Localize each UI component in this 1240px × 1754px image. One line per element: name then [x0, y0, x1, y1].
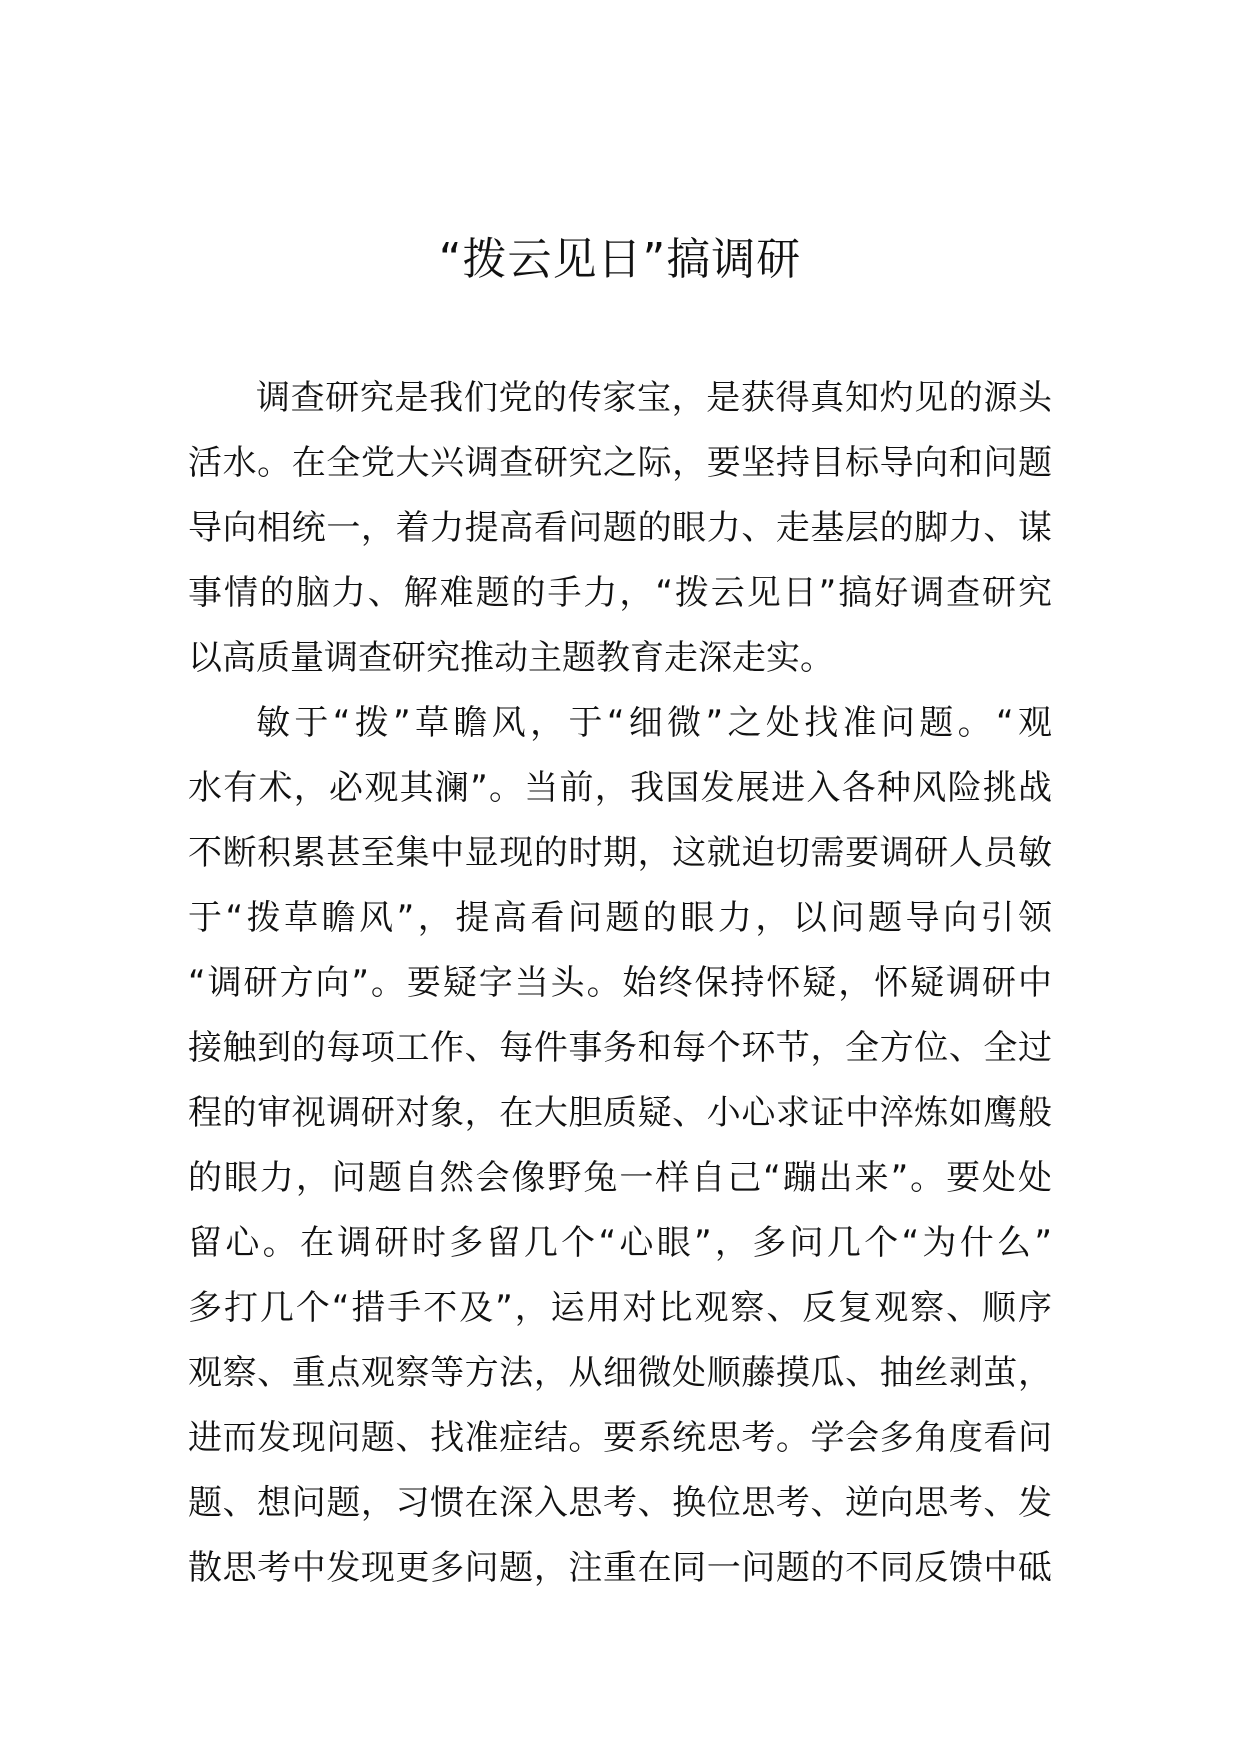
- paragraph-line: 水有术，必观其澜”。当前，我国发展进入各种风险挑战: [188, 768, 1052, 808]
- document-body: [188, 366, 1052, 1601]
- paragraph-1: [188, 366, 1052, 691]
- paragraph-line: 于“拨草瞻风”，提高看问题的眼力，以问题导向引领: [188, 898, 1052, 938]
- paragraph-line: 调查研究是我们党的传家宝，是获得真知灼见的源头: [256, 378, 1052, 418]
- paragraph-line: 导向相统一，着力提高看问题的眼力、走基层的脚力、谋: [188, 508, 1052, 548]
- paragraph-line: 事情的脑力、解难题的手力，“拨云见日”搞好调查研究: [188, 573, 1052, 613]
- paragraph-line: 题、想问题，习惯在深入思考、换位思考、逆向思考、发: [188, 1483, 1052, 1523]
- paragraph-line: 进而发现问题、找准症结。要系统思考。学会多角度看问: [188, 1418, 1052, 1458]
- paragraph-line: 敏于“拨”草瞻风，于“细微”之处找准问题。“观: [256, 703, 1052, 743]
- paragraph-line: 的眼力，问题自然会像野兔一样自己“蹦出来”。要处处: [188, 1158, 1052, 1198]
- paragraph-line: “调研方向”。要疑字当头。始终保持怀疑，怀疑调研中: [188, 963, 1052, 1003]
- paragraph-line: 活水。在全党大兴调查研究之际，要坚持目标导向和问题: [188, 443, 1052, 483]
- paragraph-line: 观察、重点观察等方法，从细微处顺藤摸瓜、抽丝剥茧，: [188, 1353, 1052, 1393]
- paragraph-2: [188, 691, 1052, 1601]
- paragraph-line: 程的审视调研对象，在大胆质疑、小心求证中淬炼如鹰般: [188, 1093, 1052, 1133]
- paragraph-line: 留心。在调研时多留几个“心眼”，多问几个“为什么”: [188, 1223, 1052, 1263]
- paragraph-line: 散思考中发现更多问题，注重在同一问题的不同反馈中砥: [188, 1548, 1052, 1588]
- paragraph-line: 接触到的每项工作、每件事务和每个环节，全方位、全过: [188, 1028, 1052, 1068]
- paragraph-line: 以高质量调查研究推动主题教育走深走实。: [188, 638, 834, 678]
- document-title: “拨云见日”搞调研: [438, 234, 802, 285]
- paragraph-line: 多打几个“措手不及”，运用对比观察、反复观察、顺序: [188, 1288, 1052, 1328]
- paragraph-line: 不断积累甚至集中显现的时期，这就迫切需要调研人员敏: [188, 833, 1052, 873]
